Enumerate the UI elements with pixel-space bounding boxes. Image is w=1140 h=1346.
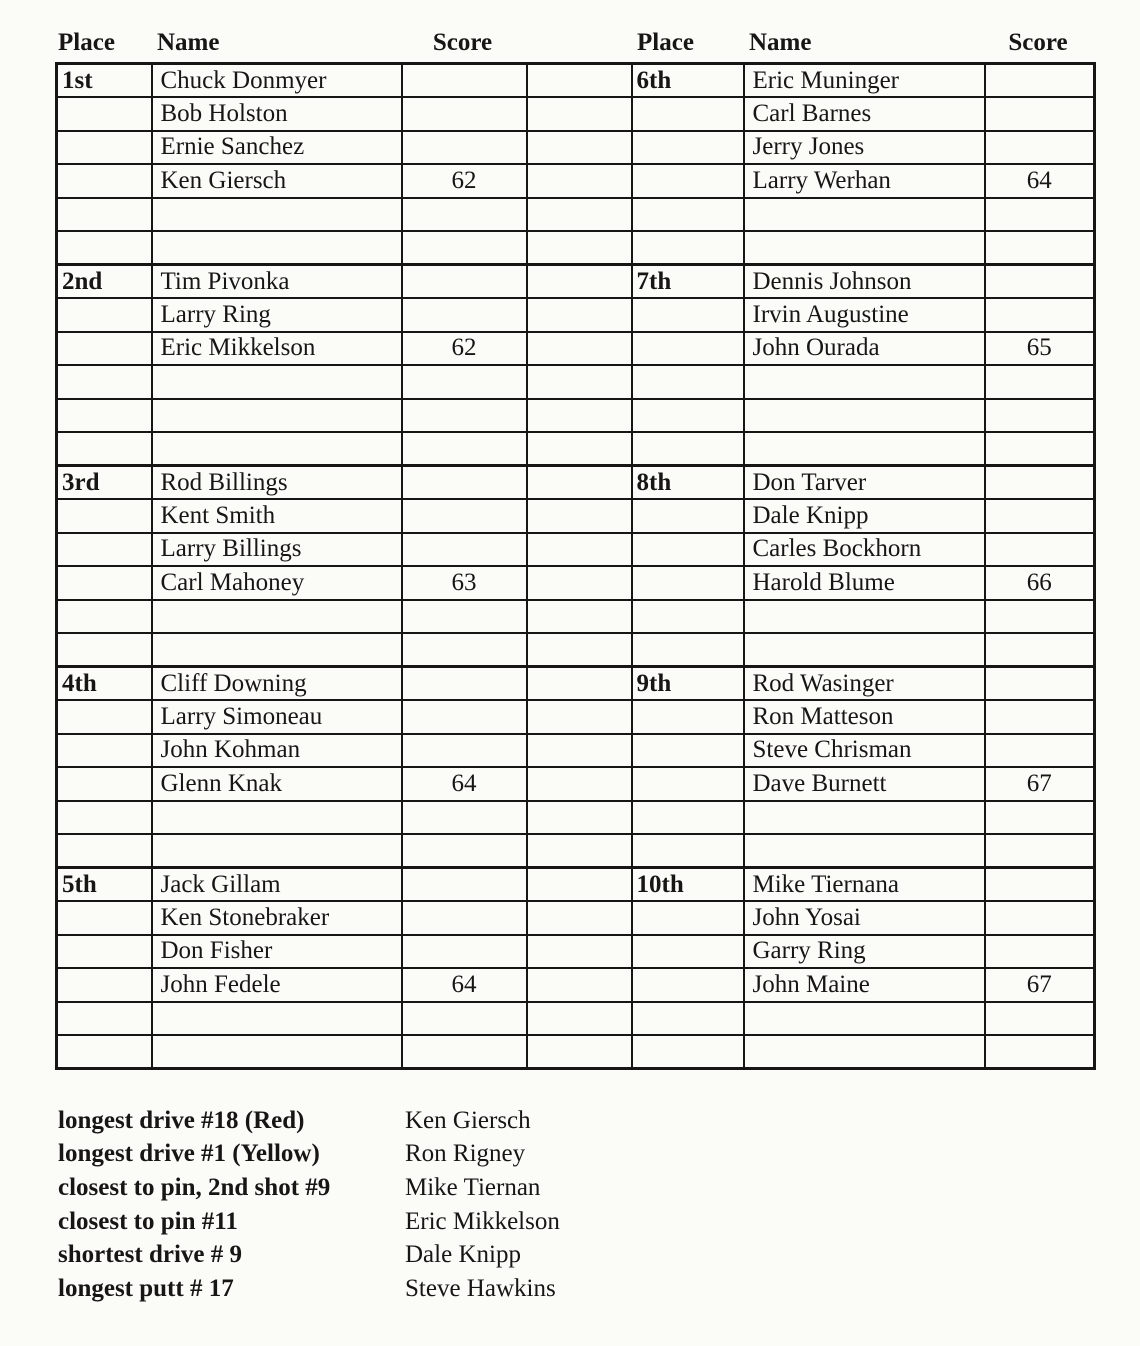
place-cell (57, 834, 152, 868)
spacer-cell (527, 499, 632, 533)
place-cell (632, 164, 744, 198)
header-score-left: Score (432, 29, 493, 56)
score-cell (402, 700, 527, 734)
place-cell (632, 499, 744, 533)
table-row (57, 533, 1095, 567)
name-cell (152, 231, 402, 265)
score-cell (985, 198, 1095, 232)
name-cell (744, 231, 985, 265)
score-cell (985, 834, 1095, 868)
place-cell (57, 231, 152, 265)
place-cell (57, 1035, 152, 1069)
awards-list (58, 1104, 560, 1306)
place-cell (57, 533, 152, 567)
place-cell (57, 901, 152, 935)
table-row (57, 734, 1095, 768)
score-cell: 65 (985, 332, 1095, 366)
award-winner: Steve Hawkins (405, 1274, 556, 1302)
score-cell (985, 131, 1095, 165)
name-cell: Don Tarver (744, 466, 985, 500)
place-cell (57, 399, 152, 433)
name-cell: Tim Pivonka (152, 265, 402, 299)
name-cell: Steve Chrisman (744, 734, 985, 768)
name-cell: Jack Gillam (152, 868, 402, 902)
score-cell (402, 265, 527, 299)
score-cell (985, 734, 1095, 768)
place-cell (57, 499, 152, 533)
table-row (57, 667, 1095, 701)
spacer-cell (527, 901, 632, 935)
place-cell: 3rd (57, 466, 152, 500)
name-cell: Eric Mikkelson (152, 332, 402, 366)
score-cell (985, 64, 1095, 98)
award-label: closest to pin #11 (58, 1207, 238, 1235)
spacer-cell (527, 1035, 632, 1069)
place-cell (57, 566, 152, 600)
score-cell (985, 1035, 1095, 1069)
award-label: shortest drive # 9 (58, 1241, 242, 1269)
place-cell (632, 767, 744, 801)
score-cell: 64 (402, 767, 527, 801)
place-cell (57, 198, 152, 232)
score-cell: 67 (985, 767, 1095, 801)
award-label: longest drive #18 (Red) (58, 1106, 305, 1134)
results-table (55, 62, 1096, 1070)
place-cell: 2nd (57, 265, 152, 299)
name-cell: Glenn Knak (152, 767, 402, 801)
place-cell (57, 365, 152, 399)
score-cell (402, 365, 527, 399)
place-cell: 7th (632, 265, 744, 299)
spacer-cell (527, 399, 632, 433)
name-cell: Carl Barnes (744, 97, 985, 131)
award-row (58, 1138, 560, 1172)
place-cell (57, 332, 152, 366)
score-cell (402, 600, 527, 634)
spacer-cell (527, 231, 632, 265)
award-winner: Ron Rigney (405, 1140, 526, 1168)
name-cell (152, 432, 402, 466)
award-row (58, 1205, 560, 1239)
table-header-row (55, 28, 1093, 58)
name-cell: Dennis Johnson (744, 265, 985, 299)
score-cell (985, 432, 1095, 466)
name-cell (744, 801, 985, 835)
spacer-cell (527, 935, 632, 969)
name-cell: Ken Stonebraker (152, 901, 402, 935)
spacer-cell (527, 968, 632, 1002)
score-cell (985, 499, 1095, 533)
award-winner: Mike Tiernan (405, 1173, 541, 1201)
score-cell: 63 (402, 566, 527, 600)
spacer-cell (527, 466, 632, 500)
place-cell (632, 935, 744, 969)
name-cell (152, 633, 402, 667)
name-cell: Bob Holston (152, 97, 402, 131)
table-row (57, 198, 1095, 232)
place-cell (632, 734, 744, 768)
spacer-cell (527, 198, 632, 232)
table-row (57, 968, 1095, 1002)
place-cell (57, 600, 152, 634)
table-row (57, 600, 1095, 634)
table-row (57, 901, 1095, 935)
score-cell (402, 131, 527, 165)
name-cell (152, 198, 402, 232)
place-cell (57, 633, 152, 667)
spacer-cell (527, 365, 632, 399)
award-label: closest to pin, 2nd shot #9 (58, 1173, 331, 1201)
name-cell: Kent Smith (152, 499, 402, 533)
header-score-right: Score (1008, 29, 1068, 56)
score-cell (402, 97, 527, 131)
spacer-cell (527, 566, 632, 600)
name-cell (744, 1035, 985, 1069)
place-cell: 9th (632, 667, 744, 701)
place-cell: 8th (632, 466, 744, 500)
place-cell (57, 734, 152, 768)
spacer-cell (527, 432, 632, 466)
table-row (57, 131, 1095, 165)
score-cell (402, 868, 527, 902)
table-row (57, 64, 1095, 98)
score-cell (985, 466, 1095, 500)
table-row (57, 566, 1095, 600)
score-cell (402, 231, 527, 265)
score-cell (402, 1035, 527, 1069)
place-cell: 6th (632, 64, 744, 98)
spacer-cell (527, 97, 632, 131)
spacer-cell (527, 298, 632, 332)
award-row (58, 1104, 560, 1138)
table-row (57, 633, 1095, 667)
name-cell: Mike Tiernana (744, 868, 985, 902)
place-cell (632, 600, 744, 634)
place-cell (57, 164, 152, 198)
name-cell (744, 600, 985, 634)
place-cell (632, 298, 744, 332)
score-cell (985, 365, 1095, 399)
score-cell (402, 198, 527, 232)
name-cell: John Ourada (744, 332, 985, 366)
award-winner: Ken Giersch (405, 1106, 531, 1134)
place-cell (57, 935, 152, 969)
name-cell (744, 1002, 985, 1036)
spacer-cell (527, 533, 632, 567)
place-cell (57, 97, 152, 131)
name-cell: Don Fisher (152, 935, 402, 969)
spacer-cell (527, 332, 632, 366)
score-cell: 64 (402, 968, 527, 1002)
spacer-cell (527, 868, 632, 902)
place-cell (632, 365, 744, 399)
name-cell (744, 834, 985, 868)
name-cell (152, 600, 402, 634)
place-cell (57, 131, 152, 165)
name-cell: Carles Bockhorn (744, 533, 985, 567)
name-cell: Cliff Downing (152, 667, 402, 701)
name-cell (744, 633, 985, 667)
name-cell (152, 1002, 402, 1036)
place-cell (632, 566, 744, 600)
name-cell: Ernie Sanchez (152, 131, 402, 165)
score-cell: 64 (985, 164, 1095, 198)
score-cell (402, 935, 527, 969)
name-cell: Larry Billings (152, 533, 402, 567)
score-cell (402, 533, 527, 567)
place-cell (632, 801, 744, 835)
name-cell (152, 834, 402, 868)
spacer-cell (527, 801, 632, 835)
header-place-left: Place (58, 29, 115, 56)
score-cell (985, 265, 1095, 299)
spacer-cell (527, 600, 632, 634)
award-winner: Eric Mikkelson (405, 1207, 560, 1235)
score-cell (985, 1002, 1095, 1036)
score-cell (402, 399, 527, 433)
place-cell (57, 298, 152, 332)
spacer-cell (527, 164, 632, 198)
name-cell: Dave Burnett (744, 767, 985, 801)
table-row (57, 265, 1095, 299)
score-cell (402, 801, 527, 835)
place-cell (632, 834, 744, 868)
name-cell: Harold Blume (744, 566, 985, 600)
spacer-cell (527, 131, 632, 165)
award-row (58, 1238, 560, 1272)
score-cell (402, 64, 527, 98)
score-cell (985, 399, 1095, 433)
name-cell (744, 399, 985, 433)
score-cell: 67 (985, 968, 1095, 1002)
table-row (57, 700, 1095, 734)
score-cell (985, 667, 1095, 701)
name-cell: John Fedele (152, 968, 402, 1002)
place-cell (632, 97, 744, 131)
award-row (58, 1272, 560, 1306)
score-cell (985, 801, 1095, 835)
score-cell (402, 834, 527, 868)
name-cell: Larry Ring (152, 298, 402, 332)
score-cell (985, 935, 1095, 969)
name-cell: Irvin Augustine (744, 298, 985, 332)
name-cell (744, 198, 985, 232)
place-cell (632, 432, 744, 466)
table-row (57, 767, 1095, 801)
table-row (57, 499, 1095, 533)
name-cell: Eric Muninger (744, 64, 985, 98)
name-cell (744, 432, 985, 466)
place-cell: 10th (632, 868, 744, 902)
place-cell (57, 1002, 152, 1036)
name-cell: Larry Simoneau (152, 700, 402, 734)
table-row (57, 298, 1095, 332)
table-row (57, 834, 1095, 868)
award-label: longest putt # 17 (58, 1274, 234, 1302)
score-cell (985, 901, 1095, 935)
place-cell: 5th (57, 868, 152, 902)
score-cell (402, 667, 527, 701)
score-cell (402, 432, 527, 466)
header-name-right: Name (749, 29, 812, 56)
header-name-left: Name (157, 29, 220, 56)
table-row (57, 868, 1095, 902)
name-cell: John Maine (744, 968, 985, 1002)
table-row (57, 1002, 1095, 1036)
name-cell (152, 801, 402, 835)
name-cell: Jerry Jones (744, 131, 985, 165)
score-cell (402, 499, 527, 533)
name-cell (152, 399, 402, 433)
name-cell (152, 365, 402, 399)
name-cell: Dale Knipp (744, 499, 985, 533)
name-cell (744, 365, 985, 399)
name-cell: Garry Ring (744, 935, 985, 969)
score-cell (985, 600, 1095, 634)
place-cell: 4th (57, 667, 152, 701)
place-cell (57, 767, 152, 801)
spacer-cell (527, 64, 632, 98)
table-row (57, 332, 1095, 366)
award-winner: Dale Knipp (405, 1241, 521, 1269)
table-row (57, 1035, 1095, 1069)
score-cell (402, 466, 527, 500)
table-row (57, 231, 1095, 265)
table-row (57, 801, 1095, 835)
score-cell (985, 97, 1095, 131)
place-cell (57, 700, 152, 734)
score-cell (402, 901, 527, 935)
place-cell (57, 432, 152, 466)
place-cell (57, 968, 152, 1002)
place-cell (632, 901, 744, 935)
score-cell (985, 868, 1095, 902)
name-cell (152, 1035, 402, 1069)
name-cell: Ron Matteson (744, 700, 985, 734)
score-cell (985, 298, 1095, 332)
name-cell: Larry Werhan (744, 164, 985, 198)
score-cell (402, 1002, 527, 1036)
award-label: longest drive #1 (Yellow) (58, 1140, 320, 1168)
name-cell: John Kohman (152, 734, 402, 768)
table-row (57, 97, 1095, 131)
table-row (57, 466, 1095, 500)
score-cell (985, 533, 1095, 567)
spacer-cell (527, 700, 632, 734)
spacer-cell (527, 633, 632, 667)
name-cell: Ken Giersch (152, 164, 402, 198)
score-cell (402, 734, 527, 768)
place-cell (632, 131, 744, 165)
place-cell (632, 332, 744, 366)
header-spacer (525, 28, 630, 58)
name-cell: Carl Mahoney (152, 566, 402, 600)
place-cell: 1st (57, 64, 152, 98)
score-cell: 66 (985, 566, 1095, 600)
place-cell (632, 1035, 744, 1069)
score-cell (402, 633, 527, 667)
spacer-cell (527, 734, 632, 768)
score-cell (985, 231, 1095, 265)
table-row (57, 164, 1095, 198)
place-cell (632, 1002, 744, 1036)
name-cell: Chuck Donmyer (152, 64, 402, 98)
table-row (57, 432, 1095, 466)
spacer-cell (527, 767, 632, 801)
score-cell (402, 298, 527, 332)
score-cell (985, 633, 1095, 667)
place-cell (632, 968, 744, 1002)
spacer-cell (527, 1002, 632, 1036)
table-row (57, 935, 1095, 969)
place-cell (632, 399, 744, 433)
spacer-cell (527, 834, 632, 868)
table-row (57, 365, 1095, 399)
place-cell (57, 801, 152, 835)
spacer-cell (527, 265, 632, 299)
name-cell: John Yosai (744, 901, 985, 935)
place-cell (632, 198, 744, 232)
table-row (57, 399, 1095, 433)
place-cell (632, 633, 744, 667)
place-cell (632, 533, 744, 567)
place-cell (632, 231, 744, 265)
score-cell (985, 700, 1095, 734)
name-cell: Rod Billings (152, 466, 402, 500)
score-cell: 62 (402, 164, 527, 198)
spacer-cell (527, 667, 632, 701)
score-cell: 62 (402, 332, 527, 366)
header-place-right: Place (637, 29, 694, 56)
award-row (58, 1171, 560, 1205)
name-cell: Rod Wasinger (744, 667, 985, 701)
place-cell (632, 700, 744, 734)
